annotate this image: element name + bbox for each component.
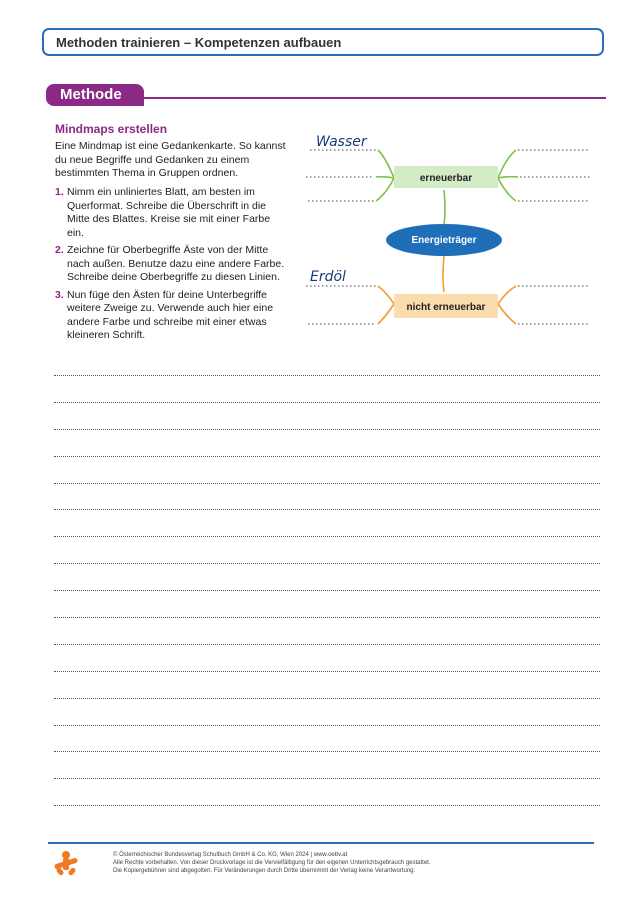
writing-line	[54, 563, 600, 564]
step-text: Nimm ein unliniertes Blatt, am besten im Querformat. Schreibe die Überschrift in die Mitte des Blattes. Kreise sie mit einer Farbe ein.	[67, 186, 271, 239]
page-header-title: Methoden trainieren – Kompetenzen aufbauen	[56, 35, 342, 50]
footer-divider	[48, 842, 594, 844]
writing-line	[54, 536, 600, 537]
step-number: 3.	[55, 288, 64, 301]
writing-line	[54, 644, 600, 645]
mindmap-diagram	[296, 128, 596, 338]
footer-line-1: © Österreichischer Bundesverlag Schulbuch GmbH & Co. KG, Wien 2024 | www.oebv.at	[113, 852, 348, 858]
intro-text: Eine Mindmap ist eine Gedankenkarte. So kannst du neue Begriffe und Gedanken zu einem bestimmten Thema in Gruppen ordnen.	[55, 140, 286, 179]
writing-line	[54, 671, 600, 672]
oebv-logo-icon	[52, 850, 80, 880]
writing-line	[54, 483, 600, 484]
writing-line	[54, 778, 600, 779]
writing-line	[54, 509, 600, 510]
writing-line	[54, 375, 600, 376]
handwritten-erdoel: Erdöl	[310, 269, 346, 285]
writing-lines	[54, 375, 600, 832]
step-text: Zeichne für Oberbegriffe Äste von der Mitte nach außen. Benutze dazu eine andere Farbe. Schreibe deine Oberbegriffe zu diesen Linien.	[67, 244, 285, 283]
section-title: Mindmaps erstellen	[55, 122, 168, 136]
step-item	[55, 289, 287, 343]
step-item	[55, 244, 287, 285]
writing-line	[54, 590, 600, 591]
branch-label-erneuerbar: erneuerbar	[419, 173, 473, 184]
step-number: 1.	[55, 186, 64, 198]
writing-line	[54, 805, 600, 806]
method-tab-label: Methode	[60, 86, 122, 103]
step-text: Nun füge den Ästen für deine Unterbegriffe weitere Zweige zu. Verwende auch hier eine andere Farbe und schreibe mit einer etwas kleineren Schrift.	[67, 288, 274, 341]
handwritten-wasser: Wasser	[316, 134, 367, 150]
steps-list	[55, 186, 287, 347]
step-number: 2.	[55, 244, 64, 256]
footer-line-2: Alle Rechte vorbehalten. Von dieser Druckvorlage ist die Vervielfältigung für den eigenen Unterrichtsgebrauch gestattet.	[113, 860, 431, 866]
writing-line	[54, 402, 600, 403]
writing-line	[54, 725, 600, 726]
method-tab	[46, 84, 144, 106]
writing-line	[54, 751, 600, 752]
header-box	[42, 28, 604, 56]
footer-copyright	[113, 851, 593, 875]
writing-line	[54, 429, 600, 430]
branch-label-nicht-erneuerbar: nicht erneuerbar	[406, 302, 486, 313]
writing-line	[54, 456, 600, 457]
writing-line	[54, 617, 600, 618]
method-divider	[142, 97, 606, 99]
footer-line-3: Die Kopiergebühren sind abgegolten. Für Veränderungen durch Dritte übernimmt der Verlag keine Verantwortung.	[113, 868, 416, 874]
writing-line	[54, 698, 600, 699]
center-label: Energieträger	[411, 235, 477, 246]
step-item	[55, 186, 287, 240]
